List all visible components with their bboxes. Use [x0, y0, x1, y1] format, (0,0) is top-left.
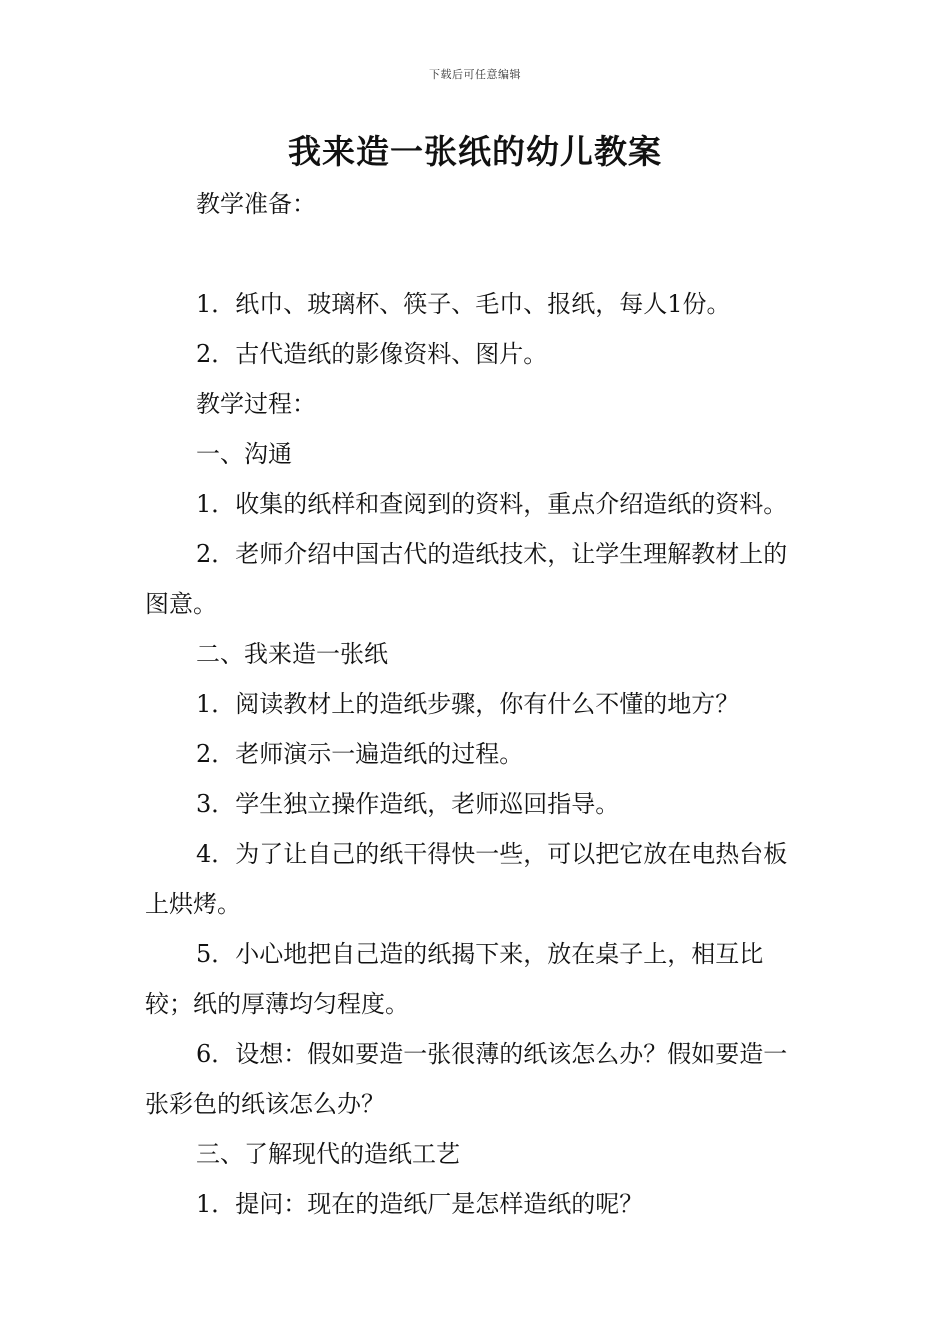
paragraph: 4．为了让自己的纸干得快一些，可以把它放在电热台板上烘烤。: [145, 840, 788, 918]
paragraph: 2．老师介绍中国古代的造纸技术，让学生理解教材上的图意。: [145, 540, 788, 618]
document-title: 我来造一张纸的幼儿教案: [288, 132, 662, 171]
paragraph: 2．老师演示一遍造纸的过程。: [196, 740, 524, 768]
paragraph: 6．设想：假如要造一张很薄的纸该怎么办？假如要造一张彩色的纸该怎么办？: [145, 1040, 788, 1118]
paragraph: 1．纸巾、玻璃杯、筷子、毛巾、报纸，每人1份。: [196, 290, 731, 318]
paragraph: 1．收集的纸样和查阅到的资料，重点介绍造纸的资料。: [196, 490, 788, 518]
document-body: [145, 179, 810, 1229]
paragraph: 2．古代造纸的影像资料、图片。: [196, 340, 548, 368]
subsection-heading: 三、了解现代的造纸工艺: [196, 1140, 460, 1168]
paragraph: 5．小心地把自己造的纸揭下来，放在桌子上，相互比较；纸的厚薄均匀程度。: [145, 940, 764, 1018]
subsection-heading: 一、沟通: [196, 440, 292, 468]
subsection-heading: 二、我来造一张纸: [196, 640, 388, 668]
paragraph: 1．阅读教材上的造纸步骤，你有什么不懂的地方？: [196, 690, 740, 718]
section-heading-process: 教学过程：: [196, 390, 316, 418]
header-note: 下载后可任意编辑: [429, 68, 521, 81]
paragraph: 3．学生独立操作造纸，老师巡回指导。: [196, 790, 620, 818]
paragraph: 1．提问：现在的造纸厂是怎样造纸的呢？: [196, 1190, 644, 1218]
section-heading-preparation: 教学准备：: [196, 190, 316, 218]
blank-line: [145, 229, 810, 279]
